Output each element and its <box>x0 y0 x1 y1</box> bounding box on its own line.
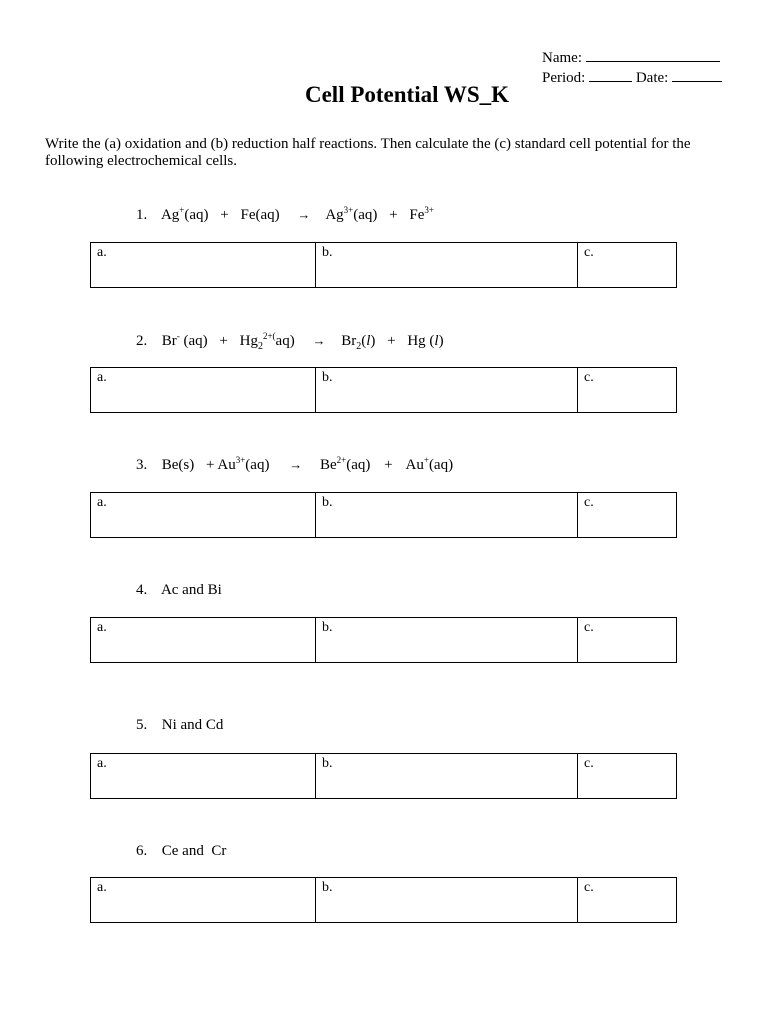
reactant-br: Br <box>161 333 177 349</box>
cell-label-c: c. <box>584 620 594 635</box>
cell-label-b: b. <box>322 370 333 385</box>
name-label: Name: <box>542 50 582 66</box>
answer-cell-a[interactable] <box>91 878 316 922</box>
question-6 <box>136 843 226 860</box>
product-ag: Ag <box>325 207 344 223</box>
answer-cell-c[interactable] <box>578 618 676 662</box>
cell-label-b: b. <box>322 495 333 510</box>
question-number: 4. <box>136 582 148 598</box>
question-number: 3. <box>136 457 148 473</box>
product-hg: Hg ( <box>407 333 435 349</box>
cell-label-c: c. <box>584 370 594 385</box>
cell-label-b: b. <box>322 620 333 635</box>
cell-label-c: c. <box>584 880 594 895</box>
charge: 2+( <box>262 331 276 341</box>
charge: 2+ <box>336 455 347 465</box>
answer-cell-c[interactable] <box>578 878 676 922</box>
answer-cell-c[interactable] <box>578 243 676 287</box>
state: aq) <box>275 333 295 349</box>
answer-cell-b[interactable] <box>316 493 578 537</box>
date-blank[interactable] <box>672 67 722 82</box>
answer-box-2 <box>90 367 677 413</box>
reactant-fe: Fe(aq) <box>240 207 280 223</box>
plus-sign: + <box>219 333 228 349</box>
plus-sign: + <box>387 333 396 349</box>
charge: - <box>176 331 180 341</box>
question-number: 1. <box>136 207 148 223</box>
cell-label-a: a. <box>97 880 107 895</box>
name-line <box>542 47 722 67</box>
answer-cell-b[interactable] <box>316 618 578 662</box>
question-number: 6. <box>136 843 148 859</box>
state-liquid: l <box>366 333 371 349</box>
question-2 <box>136 333 444 350</box>
plus-sign: + <box>220 207 229 223</box>
question-5 <box>136 717 223 734</box>
question-number: 5. <box>136 717 148 733</box>
answer-cell-b[interactable] <box>316 243 578 287</box>
state: (aq) <box>184 207 209 223</box>
answer-cell-a[interactable] <box>91 368 316 412</box>
cell-label-b: b. <box>322 245 333 260</box>
reactant-be: Be(s) <box>161 457 195 473</box>
reactant-hg: Hg <box>239 333 258 349</box>
product-fe: Fe <box>409 207 425 223</box>
answer-cell-c[interactable] <box>578 493 676 537</box>
charge: + <box>179 205 185 215</box>
charge: 3+ <box>343 205 354 215</box>
answer-cell-a[interactable] <box>91 618 316 662</box>
answer-box-4 <box>90 617 677 663</box>
reactant-ag: Ag <box>160 207 180 223</box>
cell-label-c: c. <box>584 245 594 260</box>
arrow-icon: → <box>289 457 303 472</box>
question-4 <box>136 582 222 599</box>
cell-label-c: c. <box>584 495 594 510</box>
question-number: 2. <box>136 333 148 349</box>
question-text: Ce and Cr <box>161 843 227 859</box>
cell-label-c: c. <box>584 756 594 771</box>
question-text: Ac and Bi <box>160 582 222 598</box>
name-blank[interactable] <box>586 47 720 62</box>
answer-box-5 <box>90 753 677 799</box>
answer-cell-c[interactable] <box>578 368 676 412</box>
question-1 <box>136 207 434 224</box>
answer-cell-b[interactable] <box>316 368 578 412</box>
arrow-icon: → <box>312 333 326 348</box>
question-3 <box>136 457 453 474</box>
plus-sign: + <box>389 207 398 223</box>
state: (aq) <box>346 457 371 473</box>
arrow-icon: → <box>297 207 311 222</box>
cell-label-a: a. <box>97 245 107 260</box>
subscript: 2 <box>356 341 362 352</box>
charge: 3+ <box>424 205 434 215</box>
product-au: Au <box>405 457 424 473</box>
state: (aq) <box>179 333 208 349</box>
answer-box-6 <box>90 877 677 923</box>
plus-sign: + <box>384 457 393 473</box>
answer-cell-a[interactable] <box>91 754 316 798</box>
cell-label-b: b. <box>322 880 333 895</box>
period-blank[interactable] <box>589 67 632 82</box>
state-liquid: l <box>434 333 439 349</box>
state: (aq) <box>428 457 454 473</box>
state: (aq) <box>353 207 378 223</box>
cell-label-a: a. <box>97 370 107 385</box>
answer-cell-c[interactable] <box>578 754 676 798</box>
instructions: Write the (a) oxidation and (b) reduction half reactions. Then calculate the (c) standard cell potential for the following electrochemical cells. <box>45 136 691 169</box>
cell-label-b: b. <box>322 756 333 771</box>
cell-label-a: a. <box>97 495 107 510</box>
answer-cell-a[interactable] <box>91 243 316 287</box>
cell-label-a: a. <box>97 620 107 635</box>
answer-cell-a[interactable] <box>91 493 316 537</box>
answer-cell-b[interactable] <box>316 878 578 922</box>
answer-box-3 <box>90 492 677 538</box>
question-text: Ni and Cd <box>161 717 224 733</box>
paren: ) <box>438 333 444 349</box>
student-info-block <box>542 47 722 87</box>
answer-box-1 <box>90 242 677 288</box>
product-br: Br <box>341 333 357 349</box>
cell-label-a: a. <box>97 756 107 771</box>
subscript: 2 <box>257 341 263 352</box>
paren: ( <box>361 333 367 349</box>
charge: 3+ <box>235 455 246 465</box>
reactant-au: + Au <box>206 457 236 473</box>
charge: + <box>423 455 429 465</box>
page-title: Cell Potential WS_K <box>304 82 509 107</box>
state: (aq) <box>245 457 270 473</box>
period-label: Period: <box>542 70 586 86</box>
date-label: Date: <box>635 70 669 86</box>
paren: ) <box>370 333 376 349</box>
product-be: Be <box>319 457 337 473</box>
answer-cell-b[interactable] <box>316 754 578 798</box>
